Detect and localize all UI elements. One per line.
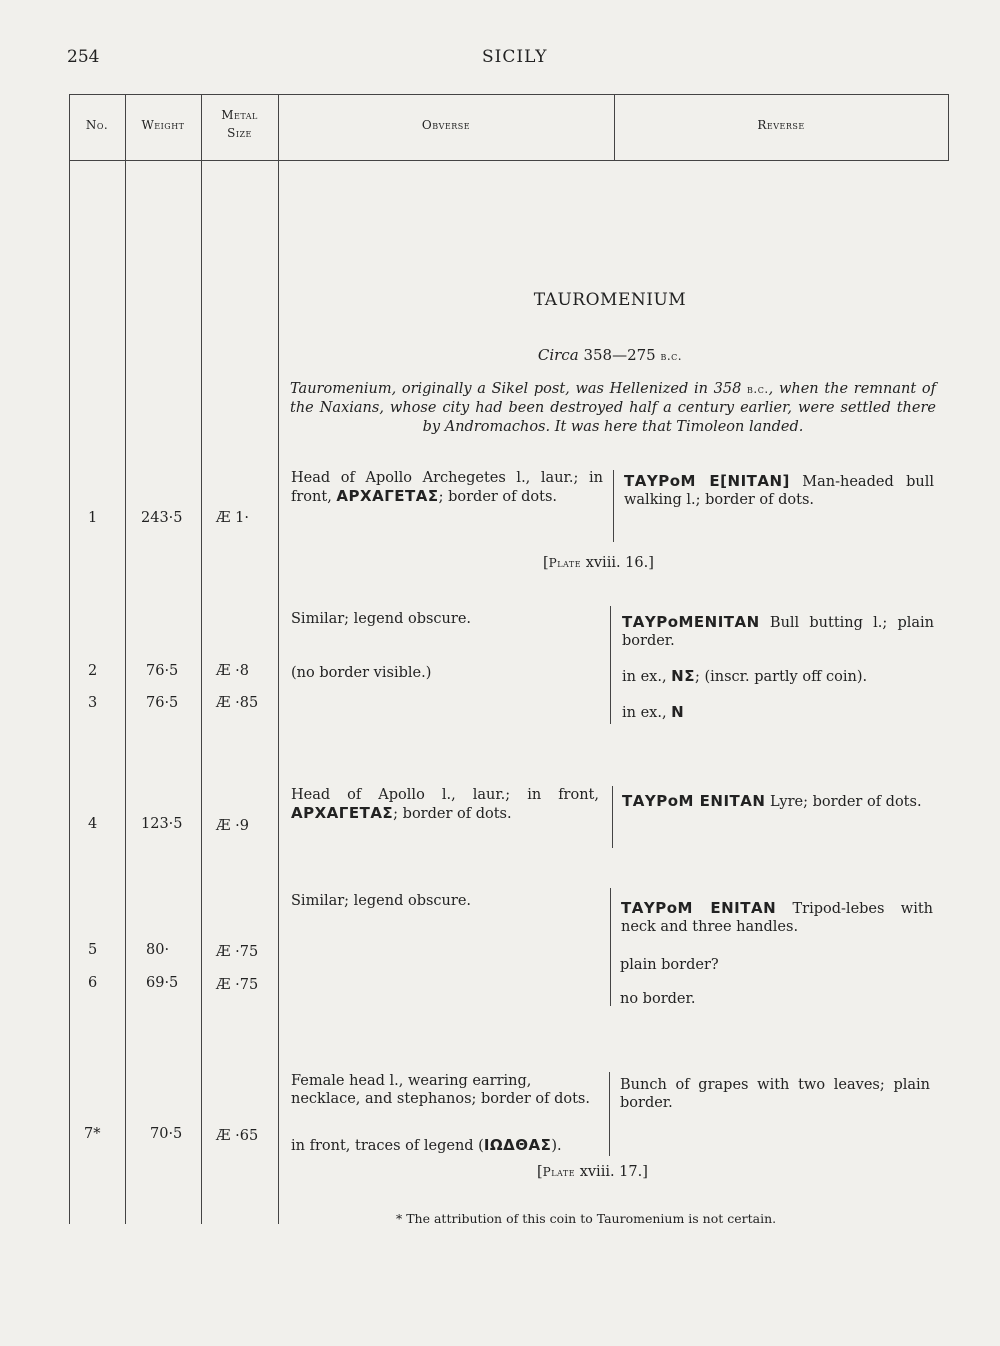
coin-4-metal: Æ ·9	[216, 818, 249, 834]
coin-1-metal: Æ 1·	[216, 510, 249, 526]
section-title: TAUROMENIUM	[533, 290, 687, 310]
coin-2-reverse-legend: ΝΣ	[671, 667, 695, 685]
coin-1-number: 1	[88, 510, 98, 526]
coin-3-metal: Æ ·85	[216, 695, 259, 711]
coin-2-number: 2	[88, 663, 98, 679]
column-rule-no	[125, 94, 126, 1224]
coin-4-reverse-legend: ΤΑΥΡoΜ ΕΝΙΤΑΝ	[622, 792, 766, 810]
date-prefix: Circa	[537, 346, 579, 364]
intro-part-b: , when the remnant of the Naxians, whose city had been destroyed half a century earlier, were settled there by Andromachos. It was here that Timoleon landed.	[290, 381, 936, 435]
coin-6-weight: 69·5	[146, 975, 179, 991]
coin-1-obverse-legend: ΑΡΧΑΓΕΤΑΣ	[336, 487, 439, 505]
column-header-reverse: Reverse	[757, 118, 805, 132]
coin-1-reverse-legend: ΤΑΥΡoΜ Ε[ΝΙΤΑΝ]	[624, 472, 790, 490]
coin-4-number: 4	[88, 816, 98, 832]
coin-2-obverse: (no border visible.)	[291, 665, 432, 681]
coin-3-weight: 76·5	[146, 695, 179, 711]
coin-1-reverse: ΤΑΥΡoΜ Ε[ΝΙΤΑΝ] Man-headed bull walking l.; border of dots.	[624, 472, 934, 508]
coin-7-weight: 70·5	[150, 1126, 183, 1142]
coin-7-metal: Æ ·65	[216, 1128, 259, 1144]
date-range: 358—275	[583, 346, 656, 364]
coin-6-number: 6	[88, 975, 98, 991]
column-rule-right	[948, 94, 949, 160]
coin-3-number: 3	[88, 695, 98, 711]
coin-6-reverse: no border.	[620, 991, 696, 1007]
column-header-size: Size	[227, 126, 252, 140]
rev-rule-coin-4	[612, 786, 613, 848]
coin-4-reverse: ΤΑΥΡoΜ ΕΝΙΤΑΝ Lyre; border of dots.	[622, 792, 922, 810]
coin-1-obverse: Head of Apollo Archegetes l., laur.; in front, ΑΡΧΑΓΕΤΑΣ; border of dots.	[291, 470, 603, 505]
coin-7-obverse-legend-line: in front, traces of legend (ΙΩΔΘΑΣ).	[291, 1136, 562, 1154]
rev-rule-coins-5-6	[610, 888, 611, 1006]
column-header-weight: Weight	[141, 118, 185, 132]
coin-3-reverse: in ex., Ν	[622, 703, 685, 721]
coin-3-reverse-legend: Ν	[671, 703, 685, 721]
group-5-reverse-legend: ΤΑΥΡoΜ ΕΝΙΤΑΝ	[621, 899, 777, 917]
section-date	[280, 346, 940, 364]
coin-7-number: 7*	[84, 1126, 101, 1142]
rev-rule-coins-2-3	[610, 606, 611, 724]
coin-6-metal: Æ ·75	[216, 977, 259, 993]
coin-7-reverse: Bunch of grapes with two leaves; plain border.	[620, 1077, 930, 1111]
coin-7-obverse-legend: ΙΩΔΘΑΣ	[483, 1136, 552, 1154]
intro-part-a: Tauromenium, originally a Sikel post, was Hellenized in 358	[290, 381, 742, 397]
column-header-obverse: Obverse	[421, 118, 471, 132]
group-2-reverse-legend: ΤΑΥΡoΜΕΝΙΤΑΝ	[622, 613, 760, 631]
running-head: SICILY	[482, 47, 548, 67]
column-rule-weight	[201, 94, 202, 1224]
coin-4-weight: 123·5	[141, 816, 183, 832]
page-number: 254	[67, 47, 100, 67]
coin-7-plate-reference: [Plate xviii. 17.]	[537, 1164, 648, 1180]
coin-5-weight: 80·	[146, 942, 170, 958]
coin-7-obverse-description: Female head l., wearing earring, necklace, and stephanos; border of dots.	[291, 1073, 590, 1107]
coin-1-plate-reference: [Plate xviii. 16.]	[543, 555, 654, 571]
section-intro	[290, 380, 936, 437]
coin-5-metal: Æ ·75	[216, 944, 259, 960]
rev-rule-coin-7	[609, 1072, 610, 1156]
coin-5-number: 5	[88, 942, 98, 958]
column-rule-metal	[278, 94, 279, 1224]
date-suffix: b.c.	[660, 349, 683, 363]
coin-1-weight: 243·5	[141, 510, 183, 526]
group-2-reverse: ΤΑΥΡoΜΕΝΙΤΑΝ Bull butting l.; plain border.	[622, 613, 934, 649]
coin-4-obverse: Head of Apollo l., laur.; in front, ΑΡΧΑΓΕΤΑΣ; border of dots.	[291, 787, 599, 822]
group-5-reverse: ΤΑΥΡoΜ ΕΝΙΤΑΝ Tripod-lebes with neck and three handles.	[621, 899, 934, 935]
column-header-metal: Metal	[221, 108, 258, 122]
rev-rule-coin-1	[613, 470, 614, 542]
coin-4-obverse-legend: ΑΡΧΑΓΕΤΑΣ	[291, 804, 394, 822]
intro-bc: b.c.	[747, 382, 769, 396]
group-5-obverse: Similar; legend obscure.	[291, 893, 472, 909]
group-2-obverse: Similar; legend obscure.	[291, 611, 472, 627]
column-rule-left	[69, 94, 70, 1224]
coin-5-reverse: plain border?	[620, 957, 719, 973]
coin-2-metal: Æ ·8	[216, 663, 249, 679]
footnote: * The attribution of this coin to Tauromenium is not certain.	[396, 1211, 777, 1226]
column-header-no: No.	[85, 118, 109, 132]
coin-2-reverse: in ex., ΝΣ; (inscr. partly off coin).	[622, 667, 868, 685]
coin-2-weight: 76·5	[146, 663, 179, 679]
